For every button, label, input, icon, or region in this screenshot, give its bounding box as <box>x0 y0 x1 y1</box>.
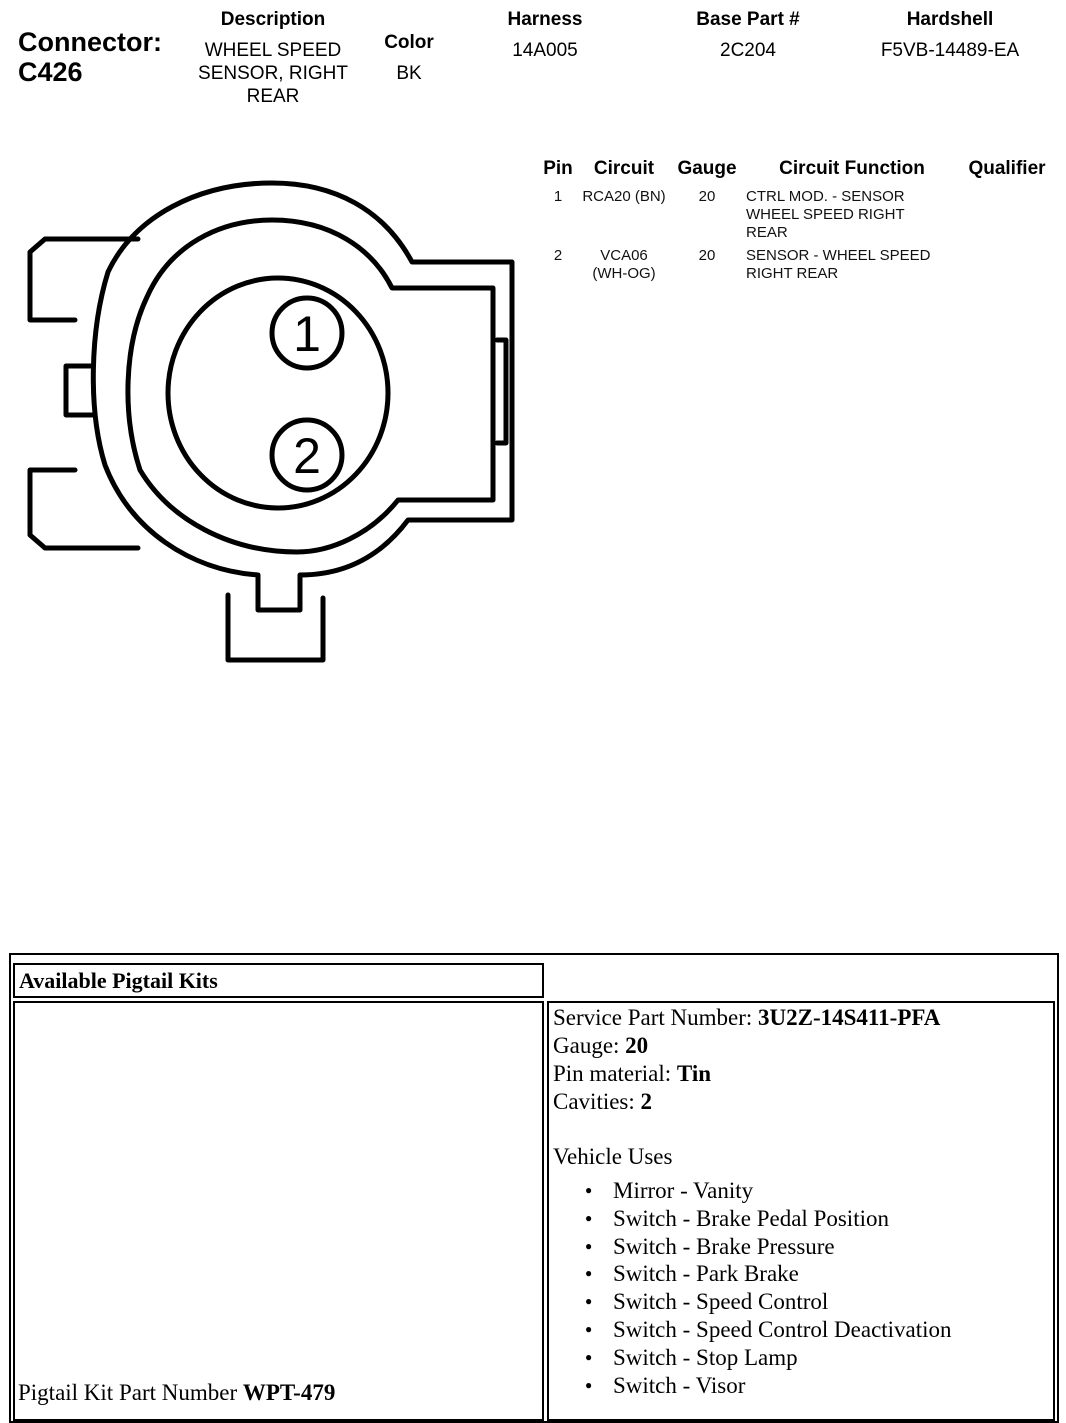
vehicle-use-item: ● Switch - Stop Lamp <box>611 1344 1053 1372</box>
pigtail-kit-value: WPT-479 <box>242 1380 336 1405</box>
description-value <box>173 39 373 108</box>
color-label: Color <box>384 32 434 53</box>
description-line: SENSOR, RIGHT <box>198 63 348 84</box>
pigtail-info-cell <box>547 1001 1055 1421</box>
service-part-value: 3U2Z-14S411-PFA <box>758 1005 941 1030</box>
circuit-line: RCA20 (BN) <box>582 188 666 205</box>
housing-outline <box>93 183 512 610</box>
vehicle-use-item: ● Switch - Park Brake <box>611 1260 1053 1288</box>
connector-heading <box>18 27 162 87</box>
hardshell-label: Hardshell <box>906 9 994 30</box>
base-part-label: Base Part # <box>696 9 800 30</box>
description-label: Description <box>220 9 326 30</box>
pin-2-label: 2 <box>293 428 321 484</box>
pigtail-kit-label: Pigtail Kit Part Number <box>18 1380 243 1405</box>
pin-material-value: Tin <box>676 1061 712 1086</box>
circuit-header: Circuit <box>593 158 655 179</box>
left-clip-bottom <box>30 470 138 548</box>
right-key <box>497 340 506 443</box>
vehicle-use-item: ● Switch - Brake Pedal Position <box>611 1205 1053 1233</box>
circuit-function-header: Circuit Function <box>779 158 925 179</box>
circuit-cell <box>574 188 674 206</box>
service-part-label: Service Part Number: <box>553 1005 759 1030</box>
latch-tab <box>228 595 323 660</box>
gauge-cell: 20 <box>698 188 716 205</box>
harness-label: Harness <box>507 9 583 30</box>
circuit-function-cell <box>746 247 956 283</box>
description-line: REAR <box>246 86 300 107</box>
vehicle-use-item: ● Switch - Speed Control <box>611 1288 1053 1316</box>
pin-1-label: 1 <box>293 306 321 362</box>
cavities-label: Cavities: <box>553 1089 641 1114</box>
pigtail-kit-cell <box>13 1001 544 1421</box>
cavities-value: 2 <box>640 1089 653 1114</box>
service-part-line <box>553 1004 1053 1032</box>
connector-face-diagram <box>0 170 530 670</box>
function-line: REAR <box>746 224 788 241</box>
qualifier-header: Qualifier <box>968 158 1046 179</box>
circuit-function-cell <box>746 188 956 242</box>
gauge-value: 20 <box>625 1033 649 1058</box>
left-key <box>66 366 92 415</box>
function-line: WHEEL SPEED RIGHT <box>746 206 905 223</box>
connector-id: C426 <box>18 57 83 87</box>
gauge-label: Gauge: <box>553 1033 626 1058</box>
pigtail-kit-part <box>18 1380 335 1406</box>
vehicle-use-item: ● Switch - Speed Control Deactivation <box>611 1316 1053 1344</box>
vehicle-use-item: ● Switch - Visor <box>611 1372 1053 1400</box>
gauge-line <box>553 1032 1053 1060</box>
pin-header: Pin <box>543 158 573 179</box>
function-line: SENSOR - WHEEL SPEED <box>746 247 931 264</box>
function-line: RIGHT REAR <box>746 265 839 282</box>
color-value: BK <box>396 63 422 84</box>
hardshell-value: F5VB-14489-EA <box>880 40 1020 61</box>
harness-value: 14A005 <box>512 40 578 61</box>
vehicle-use-item: ● Switch - Brake Pressure <box>611 1233 1053 1261</box>
vehicle-use-item: ● Mirror - Vanity <box>611 1177 1053 1205</box>
pigtail-title: Available Pigtail Kits <box>19 968 218 993</box>
circuit-cell <box>574 247 674 283</box>
circuit-line: (WH-OG) <box>592 265 656 282</box>
gauge-header: Gauge <box>677 158 737 179</box>
vehicle-uses-label: Vehicle Uses <box>553 1144 673 1169</box>
pin-number: 1 <box>553 188 563 205</box>
circuit-line: VCA06 <box>600 247 648 264</box>
connector-label: Connector: <box>18 27 162 57</box>
pigtail-title-cell <box>13 963 544 998</box>
pin-number: 2 <box>553 247 563 264</box>
pin-material-line <box>553 1060 1053 1088</box>
cavities-line <box>553 1088 1053 1116</box>
pin-material-label: Pin material: <box>553 1061 677 1086</box>
description-line: WHEEL SPEED <box>204 40 342 61</box>
gauge-cell: 20 <box>698 247 716 264</box>
function-line: CTRL MOD. - SENSOR <box>746 188 905 205</box>
vehicle-uses-list <box>553 1177 1053 1399</box>
base-part-value: 2C204 <box>720 40 776 61</box>
